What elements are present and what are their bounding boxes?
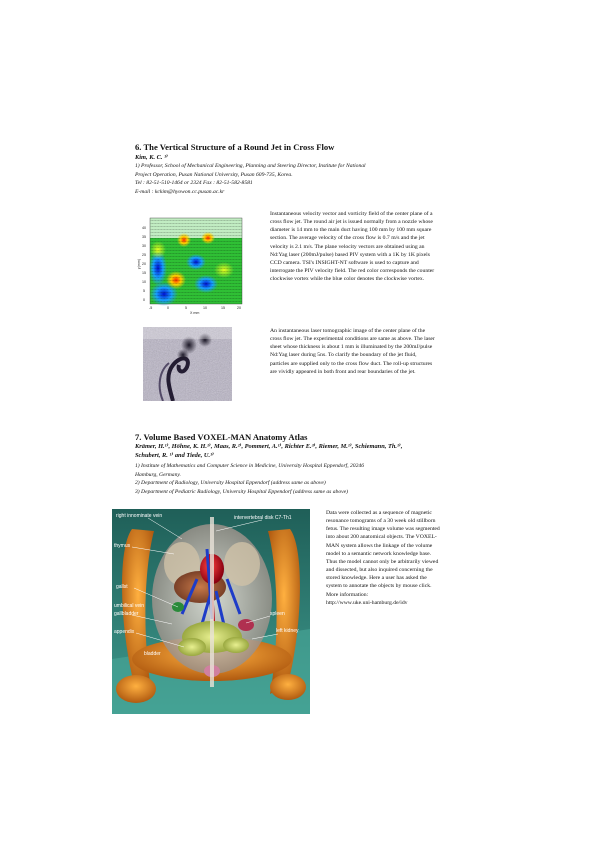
url-link[interactable]: http://www.uke.uni-hamburg.de/idv: [326, 599, 408, 606]
y-tick: 40: [142, 226, 146, 230]
text-line: clockwise vortex while the blue color denotes the clockwise vortex.: [270, 276, 425, 283]
section6-affiliation: [135, 162, 366, 196]
x-tick: 0: [167, 306, 169, 310]
section7-affiliation: [135, 462, 364, 496]
affil-line: Tel : 82-51-510-1464 or 2324 Fax : 82-51-582-8581: [135, 180, 253, 187]
label-right-innominate-vein: right innominate vein: [116, 513, 163, 519]
affil-line: 1) Professor, School of Mechanical Engineering, Planning and Steering Director, Institute for National: [135, 163, 366, 169]
text-line: fetus. The resulting image volume was segmented: [326, 526, 440, 533]
y-tick: 15: [142, 271, 146, 275]
text-line: sheet whose thickness is about 1 mm is illuminated by the 200mJ/pulse: [270, 344, 433, 351]
affil-line: Project Operation, Pusan National University, Pusan 609-735, Korea.: [135, 171, 293, 178]
label-appendix: appendix: [114, 629, 135, 635]
text-line: stored knowledge. Here a user has asked the: [326, 575, 427, 582]
text-line: are vividly appeared in both front and rear boundaries of the jet.: [270, 368, 416, 375]
section6-paragraph2: [270, 327, 470, 376]
text-line: into about 200 anatomical objects. The VOXEL-: [326, 534, 437, 541]
text-line: Nd:Yag laser (200mJ/pulse) based PIV system with a 1K by 1K pixels: [270, 251, 430, 258]
affil-line: Hamburg, Germany.: [135, 471, 181, 478]
voxel-man-anatomy-figure: [112, 509, 310, 714]
text-line: More information:: [326, 591, 369, 598]
y-axis-label: y(mm): [137, 258, 142, 270]
section7-title: 7. Volume Based VOXEL-MAN Anatomy Atlas: [135, 432, 308, 442]
author-line: Krämer, H.¹⁾, Höhne, K. H.¹⁾, Maas, R.²⁾, Pommert, A.¹⁾, Richter E.³⁾, Riemer, M.¹⁾, Schiemann, Th.¹⁾,: [135, 443, 403, 450]
y-tick: 10: [142, 280, 146, 284]
laser-tomographic-image: [143, 327, 232, 401]
x-tick: 15: [221, 306, 225, 310]
x-tick: -5: [149, 306, 153, 310]
section6-paragraph1: [270, 210, 470, 283]
y-tick: 20: [142, 262, 146, 266]
y-tick: 0: [143, 298, 145, 302]
label-spleen: spleen: [270, 611, 285, 617]
text-line: section. The average velocity of the cross flow is 0.7 m/s and the jet: [270, 235, 425, 242]
text-line: diameter is 14 mm to the main duct having 100 mm by 100 mm square: [270, 227, 432, 234]
label-left-kidney: left kidney: [276, 628, 299, 634]
text-line: particles are supplied only to the cross flow duct. The roll-up structures: [270, 360, 433, 367]
label-bladder: bladder: [144, 651, 161, 657]
text-line: CCD camera. TSI's INSIGHT-NT software is used to capture and: [270, 259, 419, 266]
text-line: cross flow jet. The round air jet is issued normally from a nozzle whose: [270, 219, 433, 226]
text-line: MAN system allows the linkage of the volume: [326, 542, 433, 549]
label-thymus: thymus: [114, 543, 131, 549]
y-tick: 5: [143, 289, 145, 293]
label-gallbladder: gallbladder: [114, 611, 139, 617]
text-line: system to annotate the objects by mouse click.: [326, 583, 432, 590]
text-line: Instantaneous velocity vector and vorticity field of the center plane of a: [270, 211, 433, 217]
section7-authors: [135, 442, 402, 460]
text-line: resonance tomograms of a 30 week old stillborn: [326, 518, 436, 525]
text-line: An instantaneous laser tomographic image of the center plane of the: [270, 328, 426, 334]
text-line: and dissected, but also inquired concerning the: [326, 567, 433, 574]
x-axis-label: X mm: [190, 311, 200, 315]
affil-line: 2) Department of Radiology, University Hospital Eppendorf (address same as above): [135, 480, 326, 487]
y-tick: 35: [142, 235, 146, 239]
piv-vorticity-plot: [136, 210, 246, 316]
label-intervertebral-disk: intervertebral disk C7-Th1: [234, 515, 292, 521]
affil-line: 1) Institute of Mathematics and Computer Science in Medicine, University Hospital Eppendorf, 20246: [135, 463, 364, 469]
x-tick: 5: [185, 306, 187, 310]
affil-line: 3) Department of Pediatric Radiology, University Hospital Eppendorf (address same as above): [135, 488, 348, 495]
section7-paragraph: [326, 509, 486, 607]
author-line: Schubert, R. ¹⁾ and Tiede, U.¹⁾: [135, 452, 214, 459]
section6-title: 6. The Vertical Structure of a Round Jet in Cross Flow: [135, 142, 335, 152]
text-line: Nd:Yag laser during 5ns. To clarify the boundary of the jet fluid,: [270, 352, 417, 359]
x-tick: 20: [237, 306, 241, 310]
text-line: interrogate the PIV velocity field. The red color corresponds the counter: [270, 268, 435, 275]
x-tick: 10: [203, 306, 207, 310]
label-gallst: gallst: [116, 584, 128, 590]
text-line: Data were collected as a sequence of magnetic: [326, 510, 432, 516]
label-umbilical-vein: umbilical vein: [114, 603, 145, 609]
y-tick: 30: [142, 244, 146, 248]
section6-author: Kim, K. C. ¹⁾: [135, 154, 168, 161]
piv-vorticity-figure: [136, 210, 246, 316]
text-line: model to a semantic network knowledge base.: [326, 550, 432, 557]
text-line: velocity is 2.1 m/s. The plane velocity vectors are obtained using an: [270, 243, 425, 250]
text-line: Thus the model cannot only be arbitrarily viewed: [326, 558, 439, 565]
affil-line: E-mail : kckim@hyowon.cc.pusan.ac.kr: [135, 188, 225, 195]
text-line: cross flow jet. The experimental conditions are same as above. The laser: [270, 336, 435, 343]
y-tick: 25: [142, 253, 146, 257]
